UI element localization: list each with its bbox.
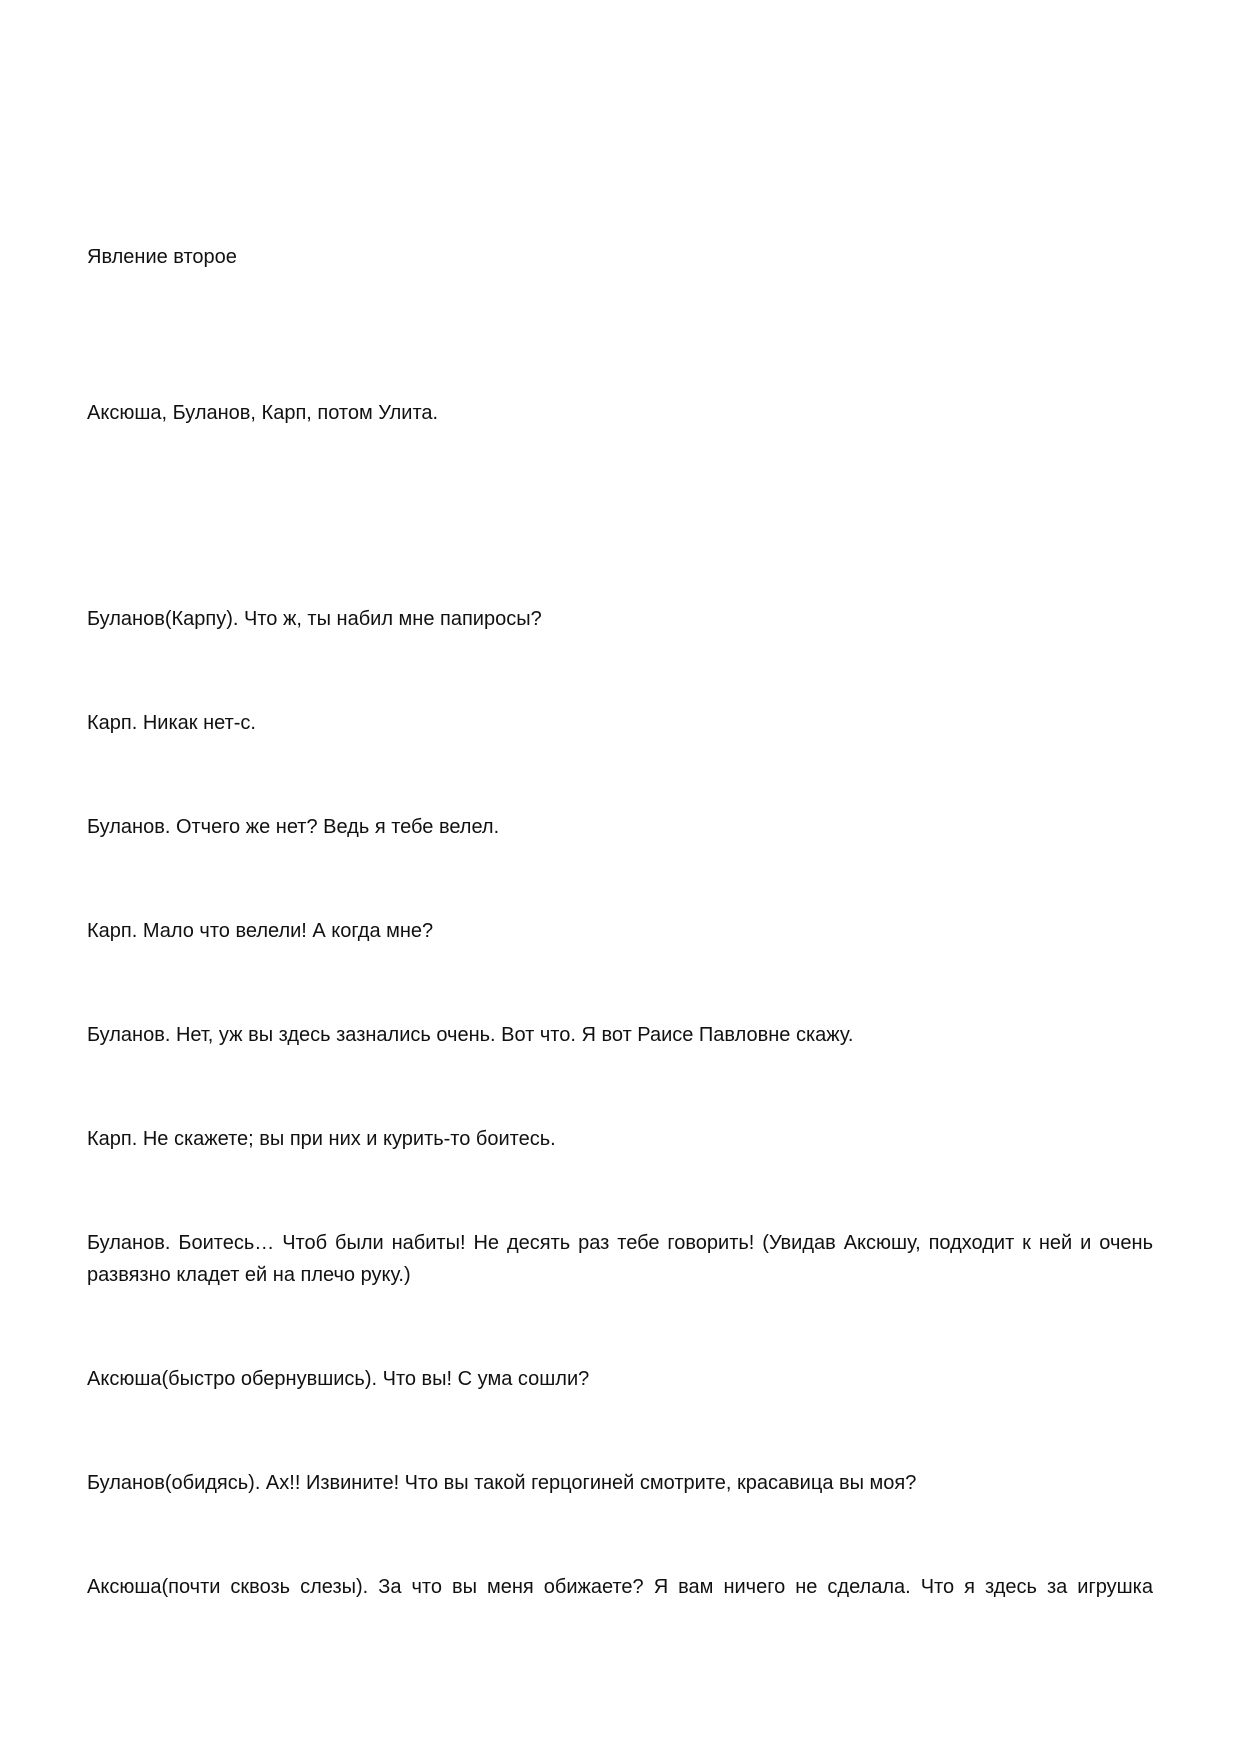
- dialogue-line: Буланов(Карпу). Что ж, ты набил мне папиросы?: [87, 608, 542, 630]
- dialogue-line: Буланов. Отчего же нет? Ведь я тебе велел.: [87, 816, 500, 838]
- dialogue-line: Карп. Никак нет-с.: [87, 712, 256, 734]
- dialogue-line: Карп. Мало что велели! А когда мне?: [87, 920, 434, 942]
- dialogue-line: Буланов. Боитесь… Чтоб были набиты! Не десять раз тебе говорить! (Увидав Аксюшу, подходит к ней и очень развязно кладет ей на плечо руку.): [87, 1232, 1153, 1286]
- dialogue-line: Буланов(обидясь). Ах!! Извините! Что вы такой герцогиней смотрите, красавица вы моя?: [87, 1472, 917, 1494]
- dialogue-line: Карп. Не скажете; вы при них и курить-то боитесь.: [87, 1128, 556, 1150]
- scene-heading: Явление второе: [87, 246, 237, 268]
- dialogue-line: Аксюша(почти сквозь слезы). За что вы меня обижаете? Я вам ничего не сделала. Что я здесь за игрушка: [87, 1576, 1153, 1598]
- cast-list: Аксюша, Буланов, Карп, потом Улита.: [87, 402, 439, 424]
- dialogue-line: Аксюша(быстро обернувшись). Что вы! С ума сошли?: [87, 1368, 590, 1390]
- dialogue-line: Буланов. Нет, уж вы здесь зазнались очень. Вот что. Я вот Раисе Павловне скажу.: [87, 1024, 854, 1046]
